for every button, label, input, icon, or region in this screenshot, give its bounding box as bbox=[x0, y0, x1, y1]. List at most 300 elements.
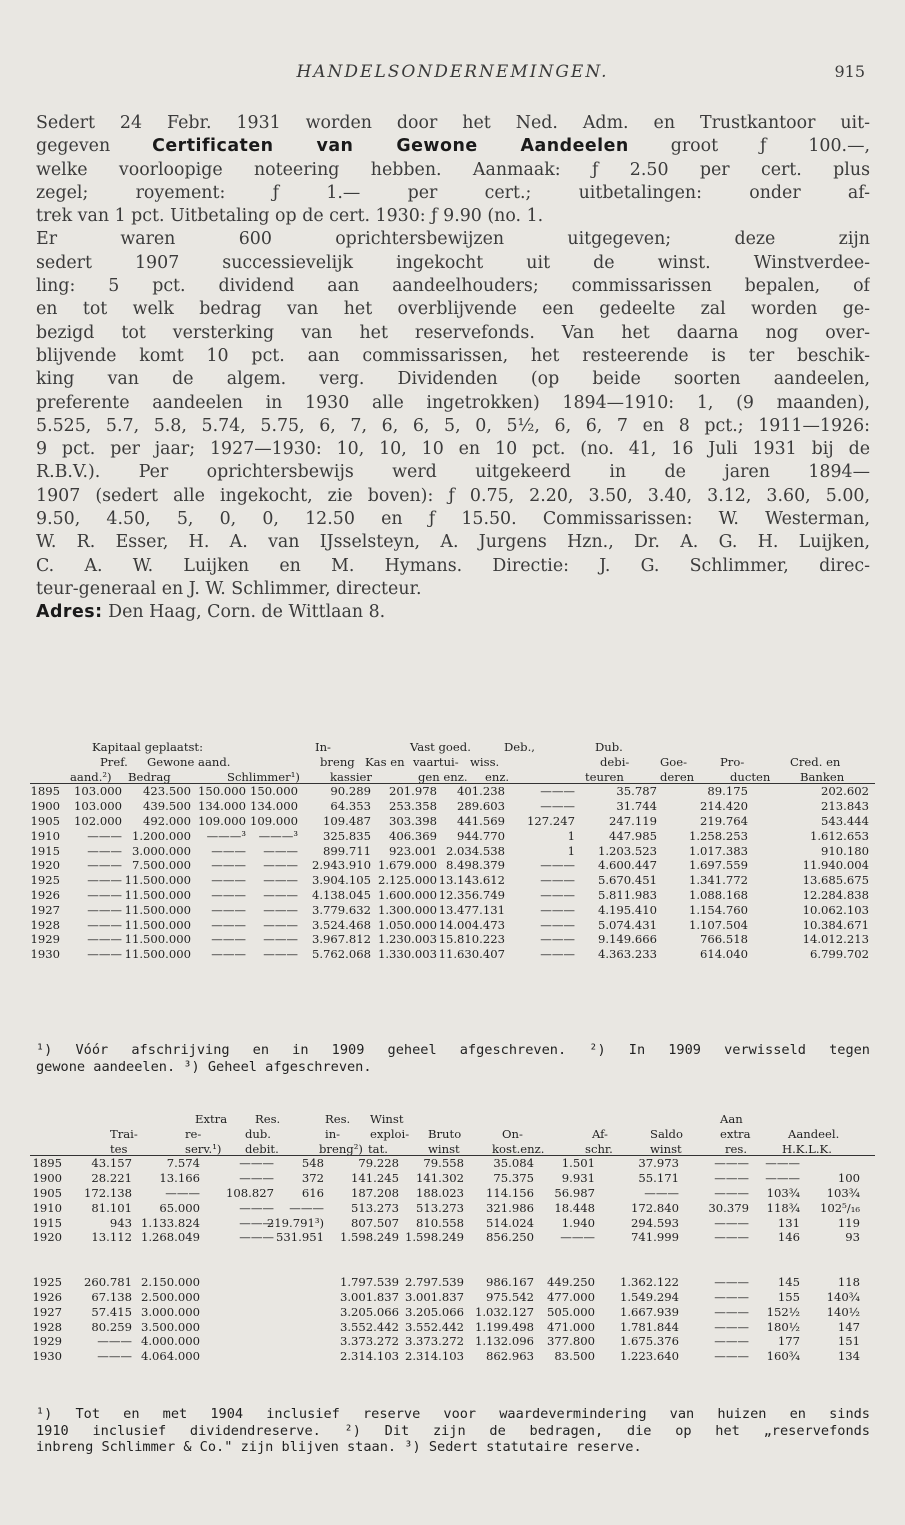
row-year: 1905 bbox=[32, 1185, 62, 1200]
column-header: winst bbox=[428, 1141, 460, 1156]
table-cell: ——— bbox=[765, 1171, 800, 1186]
table-cell: 1.132.096 bbox=[474, 1334, 534, 1349]
table-cell: ——— bbox=[540, 784, 575, 799]
table-cell: 188.023 bbox=[416, 1185, 464, 1200]
table-cell: 2.797.539 bbox=[404, 1275, 464, 1290]
column-header: Res. bbox=[325, 1112, 351, 1126]
column-header: Goe- bbox=[660, 754, 688, 769]
table-cell: ——— bbox=[714, 1215, 749, 1230]
table-cell: 150.000 bbox=[198, 784, 246, 799]
row-year: 1926 bbox=[32, 1289, 62, 1304]
table-cell: 3.524.468 bbox=[311, 917, 371, 932]
table-cell: 3.205.066 bbox=[339, 1304, 399, 1319]
table-row bbox=[30, 784, 875, 799]
header-row bbox=[30, 1142, 875, 1157]
column-header: Af- bbox=[592, 1126, 608, 1141]
balance-table bbox=[30, 740, 875, 962]
text-segment: groot ƒ 100.—, bbox=[628, 136, 870, 157]
table-cell: 406.369 bbox=[389, 828, 437, 843]
footnote-line: inbreng Schlimmer & Co." zijn blijven staan. ³) Sedert statutaire reserve. bbox=[36, 1439, 642, 1455]
table-row bbox=[30, 829, 875, 844]
table-cell: 3.552.442 bbox=[339, 1319, 399, 1334]
column-header: H.K.L.K. bbox=[782, 1141, 832, 1156]
table-cell: ——— bbox=[714, 1289, 749, 1304]
footnote-line: 1910 inclusief dividendreserve. ²) Dit zijn de bedragen, die op het „reservefonds bbox=[36, 1422, 870, 1439]
table-cell: 134.000 bbox=[198, 799, 246, 814]
text-line: Sedert 24 Febr. 1931 worden door het Ned. Adm. en Trustkantoor uit- bbox=[36, 113, 870, 133]
table-cell: 514.024 bbox=[486, 1215, 534, 1230]
table-cell: 975.542 bbox=[486, 1289, 534, 1304]
table-cell: 807.507 bbox=[351, 1215, 399, 1230]
row-year: 1895 bbox=[30, 784, 60, 799]
table-cell: ———³ bbox=[258, 828, 298, 843]
column-header: Kas en bbox=[365, 754, 405, 769]
column-header: Saldo bbox=[650, 1126, 683, 1141]
column-header: Bruto bbox=[428, 1126, 462, 1141]
table-row bbox=[30, 888, 875, 903]
row-year: 1928 bbox=[30, 917, 60, 932]
header-row bbox=[30, 1127, 875, 1142]
table-cell: 439.500 bbox=[143, 799, 191, 814]
table-cell: 1 bbox=[567, 843, 575, 858]
column-header: serv.¹) bbox=[185, 1141, 222, 1156]
table-cell: 1.667.939 bbox=[619, 1304, 679, 1319]
text-line: ling: 5 pct. dividend aan aandeelhouders; commissarissen bepalen, of bbox=[36, 276, 870, 297]
table-cell: 944.770 bbox=[457, 828, 505, 843]
table-cell: 219.791³) bbox=[266, 1215, 324, 1230]
table-cell: 109.000 bbox=[198, 813, 246, 828]
table-cell: 7.574 bbox=[166, 1156, 200, 1171]
table-cell: 614.040 bbox=[700, 947, 748, 962]
table-cell: 89.175 bbox=[707, 784, 748, 799]
column-header: Aandeel. bbox=[788, 1126, 840, 1141]
table-cell: 741.999 bbox=[631, 1230, 679, 1245]
table-cell: ——— bbox=[211, 887, 246, 902]
column-header: gen enz. bbox=[418, 769, 468, 784]
column-header: Banken bbox=[800, 769, 845, 784]
text-line bbox=[36, 135, 870, 158]
column-header: Cred. en bbox=[790, 754, 841, 769]
table-cell: 1.268.049 bbox=[140, 1230, 200, 1245]
column-header: vaartui- bbox=[413, 754, 459, 769]
column-header: exploi- bbox=[370, 1126, 410, 1141]
table-cell: ——— bbox=[239, 1230, 274, 1245]
table-cell: 202.602 bbox=[821, 784, 869, 799]
table-cell: ——— bbox=[263, 858, 298, 873]
column-header: kost.enz. bbox=[492, 1141, 545, 1156]
table-row bbox=[30, 1334, 875, 1349]
table-cell: 548 bbox=[301, 1156, 324, 1171]
table-cell: 1.940 bbox=[561, 1215, 595, 1230]
text-segment: gegeven bbox=[36, 136, 153, 157]
table-cell: 11.630.407 bbox=[438, 947, 505, 962]
table-cell: 449.250 bbox=[547, 1275, 595, 1290]
table-cell: ——— bbox=[263, 917, 298, 932]
table-cell: 5.074.431 bbox=[597, 917, 657, 932]
text-line: blijvende komt 10 pct. aan commissarissen, het resteerende is ter beschik- bbox=[36, 345, 870, 366]
table-cell: 531.951 bbox=[276, 1230, 324, 1245]
table-cell: ——— bbox=[211, 917, 246, 932]
table-cell: 55.171 bbox=[638, 1171, 679, 1186]
table-cell: ——— bbox=[211, 932, 246, 947]
row-year: 1915 bbox=[30, 843, 60, 858]
table-cell: 172.840 bbox=[631, 1200, 679, 1215]
table-cell: 103¾ bbox=[826, 1185, 860, 1200]
table-cell: 102⁵/₁₆ bbox=[820, 1200, 860, 1215]
table-cell: 102.000 bbox=[74, 813, 122, 828]
table-cell: 294.593 bbox=[631, 1215, 679, 1230]
table-row bbox=[30, 932, 875, 947]
table-cell: 13.166 bbox=[159, 1171, 200, 1186]
column-header: aand.²) bbox=[70, 769, 112, 784]
table-cell: 172.138 bbox=[84, 1185, 132, 1200]
table-cell: 1.300.000 bbox=[377, 902, 437, 917]
footnote-line: ¹) Vóór afschrijving en in 1909 geheel afgeschreven. ²) In 1909 verwisseld tegen bbox=[36, 1042, 870, 1058]
table-cell: 5.670.451 bbox=[597, 873, 657, 888]
table-cell: 10.384.671 bbox=[802, 917, 869, 932]
table-cell: 1.017.383 bbox=[688, 843, 748, 858]
column-header: enz. bbox=[485, 769, 510, 784]
table-cell: 160¾ bbox=[766, 1349, 800, 1364]
table-cell: ——— bbox=[714, 1275, 749, 1290]
table-cell: ——— bbox=[87, 843, 122, 858]
header-row bbox=[30, 740, 875, 755]
table-cell: 140½ bbox=[826, 1304, 860, 1319]
table-cell: ——— bbox=[263, 947, 298, 962]
table-cell: 11.500.000 bbox=[124, 902, 191, 917]
table-cell: 4.363.233 bbox=[597, 947, 657, 962]
table-cell: 180½ bbox=[766, 1319, 800, 1334]
table-cell: ——— bbox=[87, 828, 122, 843]
table-cell: 28.221 bbox=[91, 1171, 132, 1186]
column-header: debi- bbox=[600, 754, 630, 769]
table-cell: 103.000 bbox=[74, 784, 122, 799]
table-cell: ——— bbox=[263, 887, 298, 902]
text-line: Er waren 600 oprichtersbewijzen uitgegeven; deze zijn bbox=[36, 229, 870, 250]
column-header: in- bbox=[325, 1126, 341, 1141]
table-cell: 187.208 bbox=[351, 1185, 399, 1200]
footnote-1 bbox=[36, 1042, 870, 1075]
text-line: welke voorloopige noteering hebben. Aanmaak: ƒ 2.50 per cert. plus bbox=[36, 159, 870, 180]
row-year: 1929 bbox=[32, 1334, 62, 1349]
table-cell: 65.000 bbox=[159, 1200, 200, 1215]
table-cell: 75.375 bbox=[493, 1171, 534, 1186]
table-cell: 3.967.812 bbox=[311, 932, 371, 947]
table-cell: ——— bbox=[644, 1185, 679, 1200]
table-cell: 1.781.844 bbox=[619, 1319, 679, 1334]
row-year: 1930 bbox=[30, 947, 60, 962]
table-cell: 147 bbox=[837, 1319, 860, 1334]
table-cell: 1.675.376 bbox=[619, 1334, 679, 1349]
text-line: R.B.V.). Per oprichtersbewijs werd uitgekeerd in de jaren 1894— bbox=[36, 462, 870, 483]
table-cell: ——— bbox=[540, 902, 575, 917]
text-line: W. R. Esser, H. A. van IJsselsteyn, A. Jurgens Hzn., Dr. A. G. H. Luijken, bbox=[36, 532, 870, 553]
column-header: res. bbox=[725, 1141, 748, 1156]
table-cell: 214.420 bbox=[700, 799, 748, 814]
column-header: wiss. bbox=[470, 754, 500, 769]
table-cell: 134 bbox=[837, 1349, 860, 1364]
table-cell: 30.379 bbox=[708, 1200, 749, 1215]
table-cell: 247.119 bbox=[609, 813, 657, 828]
table-cell: 1.598.249 bbox=[404, 1230, 464, 1245]
table-cell: ——— bbox=[87, 858, 122, 873]
footnote-line: gewone aandeelen. ³) Geheel afgeschreven. bbox=[36, 1058, 372, 1075]
table-cell: ——— bbox=[540, 917, 575, 932]
table-cell: 131 bbox=[777, 1215, 800, 1230]
table-cell: 856.250 bbox=[486, 1230, 534, 1245]
table-cell: 1.362.122 bbox=[619, 1275, 679, 1290]
table-cell: 7.500.000 bbox=[131, 858, 191, 873]
table-cell: 103.000 bbox=[74, 799, 122, 814]
table-cell: 219.764 bbox=[700, 813, 748, 828]
table-cell: ——— bbox=[239, 1171, 274, 1186]
table-row bbox=[30, 1201, 875, 1216]
column-header: breng bbox=[320, 754, 355, 769]
table-cell: 13.477.131 bbox=[438, 902, 505, 917]
table-cell: 2.150.000 bbox=[140, 1275, 200, 1290]
column-header: breng²) bbox=[319, 1141, 363, 1156]
text-line: sedert 1907 successievelijk ingekocht uit de winst. Winstverdee- bbox=[36, 252, 870, 273]
address-label: Adres: bbox=[36, 602, 103, 623]
table-cell: 15.810.223 bbox=[438, 932, 505, 947]
table-cell: ——— bbox=[97, 1349, 132, 1364]
table-row bbox=[30, 1275, 875, 1290]
table-cell: 13.112 bbox=[91, 1230, 132, 1245]
table-cell: 8.498.379 bbox=[445, 858, 505, 873]
column-header: Aan bbox=[720, 1112, 743, 1126]
table-cell: 11.500.000 bbox=[124, 917, 191, 932]
text-line: preferente aandeelen in 1930 alle ingetrokken) 1894—1910: 1, (9 maanden), bbox=[36, 392, 870, 413]
column-header: extra bbox=[720, 1126, 751, 1141]
row-year: 1927 bbox=[32, 1304, 62, 1319]
table-cell: 79.228 bbox=[358, 1156, 399, 1171]
table-cell: ——— bbox=[540, 887, 575, 902]
table-cell: 401.238 bbox=[457, 784, 505, 799]
text-line: zegel; royement: ƒ 1.— per cert.; uitbetalingen: onder af- bbox=[36, 182, 870, 203]
table-cell: 2.125.000 bbox=[377, 873, 437, 888]
table-cell: 5.811.983 bbox=[597, 887, 657, 902]
table-cell: 1.199.498 bbox=[474, 1319, 534, 1334]
table-cell: ——— bbox=[714, 1349, 749, 1364]
table-row bbox=[30, 947, 875, 962]
table-cell: 492.000 bbox=[143, 813, 191, 828]
table-cell: 2.314.103 bbox=[339, 1349, 399, 1364]
column-header: deren bbox=[660, 769, 695, 784]
table-cell: ——— bbox=[540, 873, 575, 888]
table-cell: 1.107.504 bbox=[688, 917, 748, 932]
table-cell: 862.963 bbox=[486, 1349, 534, 1364]
table-cell: 152½ bbox=[766, 1304, 800, 1319]
column-header: Deb., bbox=[504, 740, 535, 754]
table-row bbox=[30, 858, 875, 873]
table-cell: ——— bbox=[540, 932, 575, 947]
table-cell: 325.835 bbox=[323, 828, 371, 843]
table-cell: ——— bbox=[87, 947, 122, 962]
table-cell: 9.149.666 bbox=[597, 932, 657, 947]
running-title: HANDELSONDERNEMINGEN. bbox=[296, 62, 609, 82]
table-cell: 3.001.837 bbox=[404, 1289, 464, 1304]
header-row bbox=[30, 770, 875, 785]
table-cell: ——— bbox=[239, 1156, 274, 1171]
column-header: Pref. bbox=[100, 754, 128, 769]
table-cell: 140¾ bbox=[826, 1289, 860, 1304]
table-cell: 1.200.000 bbox=[131, 828, 191, 843]
table-cell: ——— bbox=[263, 873, 298, 888]
table-cell: 766.518 bbox=[700, 932, 748, 947]
table-cell: 18.448 bbox=[554, 1200, 595, 1215]
table-cell: 986.167 bbox=[486, 1275, 534, 1290]
table-cell: 109.000 bbox=[250, 813, 298, 828]
table-cell: ——— bbox=[87, 873, 122, 888]
table-cell: ——— bbox=[714, 1185, 749, 1200]
column-header: Extra bbox=[195, 1112, 228, 1126]
table-cell: 4.195.410 bbox=[597, 902, 657, 917]
column-header: Res. bbox=[255, 1112, 281, 1126]
table-cell: 513.273 bbox=[351, 1200, 399, 1215]
footnote-line: ¹) Tot en met 1904 inclusief reserve voor waardevermindering van huizen en sinds bbox=[36, 1406, 870, 1422]
table-cell: 11.500.000 bbox=[124, 947, 191, 962]
table-cell: 81.101 bbox=[91, 1200, 132, 1215]
table-cell: 2.943.910 bbox=[311, 858, 371, 873]
table-cell: 93 bbox=[845, 1230, 860, 1245]
column-header: tat. bbox=[368, 1141, 388, 1156]
table-cell: 4.600.447 bbox=[597, 858, 657, 873]
table-cell: ——— bbox=[765, 1156, 800, 1171]
table-cell: ——— bbox=[211, 902, 246, 917]
text-line: 9.50, 4.50, 5, 0, 0, 12.50 en ƒ 15.50. Commissarissen: W. Westerman, bbox=[36, 509, 870, 530]
table-cell: 35.084 bbox=[493, 1156, 534, 1171]
table-cell: 1.549.294 bbox=[619, 1289, 679, 1304]
table-cell: 260.781 bbox=[84, 1275, 132, 1290]
table-cell: ——— bbox=[263, 843, 298, 858]
table-cell: 289.603 bbox=[457, 799, 505, 814]
table-cell: 64.353 bbox=[330, 799, 371, 814]
footnote-2 bbox=[36, 1406, 870, 1456]
table-cell: 3.373.272 bbox=[339, 1334, 399, 1349]
table-cell: 447.985 bbox=[609, 828, 657, 843]
column-header: tes bbox=[110, 1141, 128, 1156]
table-cell: 67.138 bbox=[91, 1289, 132, 1304]
text-line: 1907 (sedert alle ingekocht, zie boven): ƒ 0.75, 2.20, 3.50, 3.40, 3.12, 3.60, 5.00, bbox=[36, 485, 870, 506]
column-header: Kapitaal geplaatst: bbox=[92, 740, 203, 754]
table-cell: ——— bbox=[289, 1200, 324, 1215]
table-cell: 118¾ bbox=[766, 1200, 800, 1215]
table-cell: 543.444 bbox=[821, 813, 869, 828]
column-header: Winst bbox=[370, 1112, 404, 1126]
table-cell: 3.205.066 bbox=[404, 1304, 464, 1319]
column-header: Pro- bbox=[720, 754, 745, 769]
table-row bbox=[30, 1156, 875, 1171]
table-cell: 11.500.000 bbox=[124, 932, 191, 947]
row-year: 1930 bbox=[32, 1349, 62, 1364]
table-cell: 1.050.000 bbox=[377, 917, 437, 932]
table-cell: 2.500.000 bbox=[140, 1289, 200, 1304]
table-cell: 1.230.003 bbox=[377, 932, 437, 947]
text-line: bezigd tot versterking van het reservefonds. Van het daarna nog over- bbox=[36, 322, 870, 343]
table-row bbox=[30, 1320, 875, 1335]
text-line: 9 pct. per jaar; 1927—1930: 10, 10, 10 en 10 pct. (no. 41, 16 Juli 1931 bij de bbox=[36, 439, 870, 460]
text-line: en tot welk bedrag van het overblijvende een gedeelte zal worden ge- bbox=[36, 299, 870, 320]
table-cell: 910.180 bbox=[821, 843, 869, 858]
table-cell: ——— bbox=[714, 1319, 749, 1334]
row-year: 1915 bbox=[32, 1215, 62, 1230]
table-row bbox=[30, 1349, 875, 1364]
certificaten-heading: Certificaten van Gewone Aandeelen bbox=[152, 136, 629, 157]
table-cell: 3.779.632 bbox=[311, 902, 371, 917]
table-cell: 441.569 bbox=[457, 813, 505, 828]
table-cell: ——— bbox=[87, 902, 122, 917]
table-row bbox=[30, 918, 875, 933]
page-number: 915 bbox=[834, 62, 865, 81]
table-cell: 505.000 bbox=[547, 1304, 595, 1319]
table-cell: ——— bbox=[540, 947, 575, 962]
table-cell: 11.500.000 bbox=[124, 887, 191, 902]
table-cell: ——— bbox=[87, 917, 122, 932]
table-cell: 150.000 bbox=[250, 784, 298, 799]
table-cell: 13.685.675 bbox=[802, 873, 869, 888]
table-cell: 3.552.442 bbox=[404, 1319, 464, 1334]
table-cell: 80.259 bbox=[91, 1319, 132, 1334]
table-cell: 35.787 bbox=[616, 784, 657, 799]
row-year: 1910 bbox=[30, 828, 60, 843]
text-line: trek van 1 pct. Uitbetaling op de cert. 1930: ƒ 9.90 (no. 1. bbox=[36, 206, 544, 227]
table-cell: 810.558 bbox=[416, 1215, 464, 1230]
column-header: Dub. bbox=[595, 740, 623, 754]
table-cell: 141.245 bbox=[351, 1171, 399, 1186]
table-cell: 145 bbox=[777, 1275, 800, 1290]
table-row bbox=[30, 1290, 875, 1305]
table-cell: 372 bbox=[301, 1171, 324, 1186]
results-table bbox=[30, 1112, 875, 1364]
table-cell: 134.000 bbox=[250, 799, 298, 814]
table-cell: 3.373.272 bbox=[404, 1334, 464, 1349]
table-cell: 1.133.824 bbox=[140, 1215, 200, 1230]
table-cell: 1.501 bbox=[561, 1156, 595, 1171]
table-cell: 213.843 bbox=[821, 799, 869, 814]
column-header: Vast goed. bbox=[410, 740, 471, 754]
table-cell: ——— bbox=[211, 858, 246, 873]
row-year: 1929 bbox=[30, 932, 60, 947]
row-year: 1925 bbox=[32, 1275, 62, 1290]
column-header: Trai- bbox=[110, 1126, 138, 1141]
table-cell: 103¾ bbox=[766, 1185, 800, 1200]
table-cell: 127.247 bbox=[527, 813, 575, 828]
table-cell: 3.500.000 bbox=[140, 1319, 200, 1334]
table-cell: 5.762.068 bbox=[311, 947, 371, 962]
row-year: 1920 bbox=[30, 858, 60, 873]
column-header: On- bbox=[502, 1126, 523, 1141]
row-year: 1920 bbox=[32, 1230, 62, 1245]
row-year: 1927 bbox=[30, 902, 60, 917]
row-year: 1925 bbox=[30, 873, 60, 888]
table-cell: 4.138.045 bbox=[311, 887, 371, 902]
table-cell: 31.744 bbox=[616, 799, 657, 814]
table-cell: 177 bbox=[777, 1334, 800, 1349]
row-year: 1910 bbox=[32, 1200, 62, 1215]
column-header: Schlimmer¹) bbox=[227, 769, 300, 784]
table-cell: 1.341.772 bbox=[688, 873, 748, 888]
table-cell: 114.156 bbox=[486, 1185, 534, 1200]
table-cell: 79.558 bbox=[423, 1156, 464, 1171]
table-cell: 100 bbox=[837, 1171, 860, 1186]
table-cell: 377.800 bbox=[547, 1334, 595, 1349]
text-line: 5.525, 5.7, 5.8, 5.74, 5.75, 6, 7, 6, 6, 5, 0, 5½, 6, 6, 7 en 8 pct.; 1911—1926: bbox=[36, 415, 870, 436]
table-cell: 43.157 bbox=[91, 1156, 132, 1171]
table-cell: ——— bbox=[540, 858, 575, 873]
table-cell: 1.032.127 bbox=[474, 1304, 534, 1319]
table-cell: 1.258.253 bbox=[688, 828, 748, 843]
table-cell: 14.012.213 bbox=[802, 932, 869, 947]
